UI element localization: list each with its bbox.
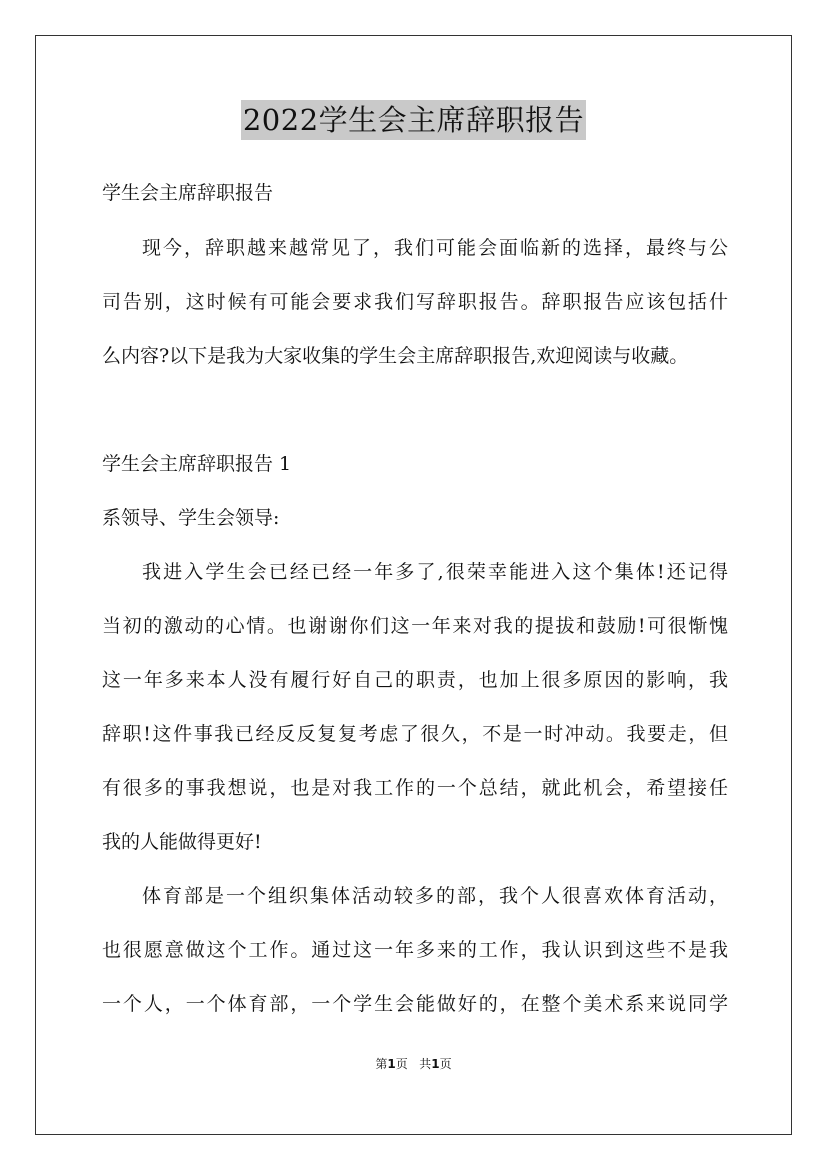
page-prefix: 第 xyxy=(375,1057,388,1071)
page-footer xyxy=(0,1056,827,1072)
body-line: 辞职!这件事我已经反反复复考虑了很久，不是一时冲动。我要走，但 xyxy=(102,723,728,745)
body-line: 我的人能做得更好! xyxy=(102,831,262,853)
body-line: 一个人，一个体育部，一个学生会能做好的，在整个美术系来说同学 xyxy=(102,993,728,1015)
intro-line: 司告别，这时候有可能会要求我们写辞职报告。辞职报告应该包括什 xyxy=(102,291,728,313)
body-line: 我进入学生会已经已经一年多了,很荣幸能进入这个集体!还记得 xyxy=(142,561,728,583)
page-number: 1 xyxy=(387,1057,396,1071)
page-suffix: 页 xyxy=(395,1057,408,1071)
section-heading: 学生会主席辞职报告 1 xyxy=(102,453,292,475)
intro-line: 现今，辞职越来越常见了，我们可能会面临新的选择，最终与公 xyxy=(142,237,728,259)
subtitle: 学生会主席辞职报告 xyxy=(102,182,274,204)
body-line: 也很愿意做这个工作。通过这一年多来的工作，我认识到这些不是我 xyxy=(102,939,728,961)
document-title: 2022学生会主席辞职报告 xyxy=(241,100,586,140)
body-line: 体育部是一个组织集体活动较多的部，我个人很喜欢体育活动， xyxy=(142,885,728,907)
total-prefix: 共 xyxy=(419,1057,432,1071)
body-line: 有很多的事我想说，也是对我工作的一个总结，就此机会，希望接任 xyxy=(102,777,728,799)
title-container xyxy=(0,100,827,140)
total-suffix: 页 xyxy=(439,1057,452,1071)
body-line: 这一年多来本人没有履行好自己的职责，也加上很多原因的影响，我 xyxy=(102,669,728,691)
total-number: 1 xyxy=(431,1057,440,1071)
salutation: 系领导、学生会领导: xyxy=(102,507,280,529)
body-line: 当初的激动的心情。也谢谢你们这一年来对我的提拔和鼓励!可很惭愧 xyxy=(102,615,728,637)
intro-line: 么内容?以下是我为大家收集的学生会主席辞职报告,欢迎阅读与收藏。 xyxy=(102,345,689,367)
